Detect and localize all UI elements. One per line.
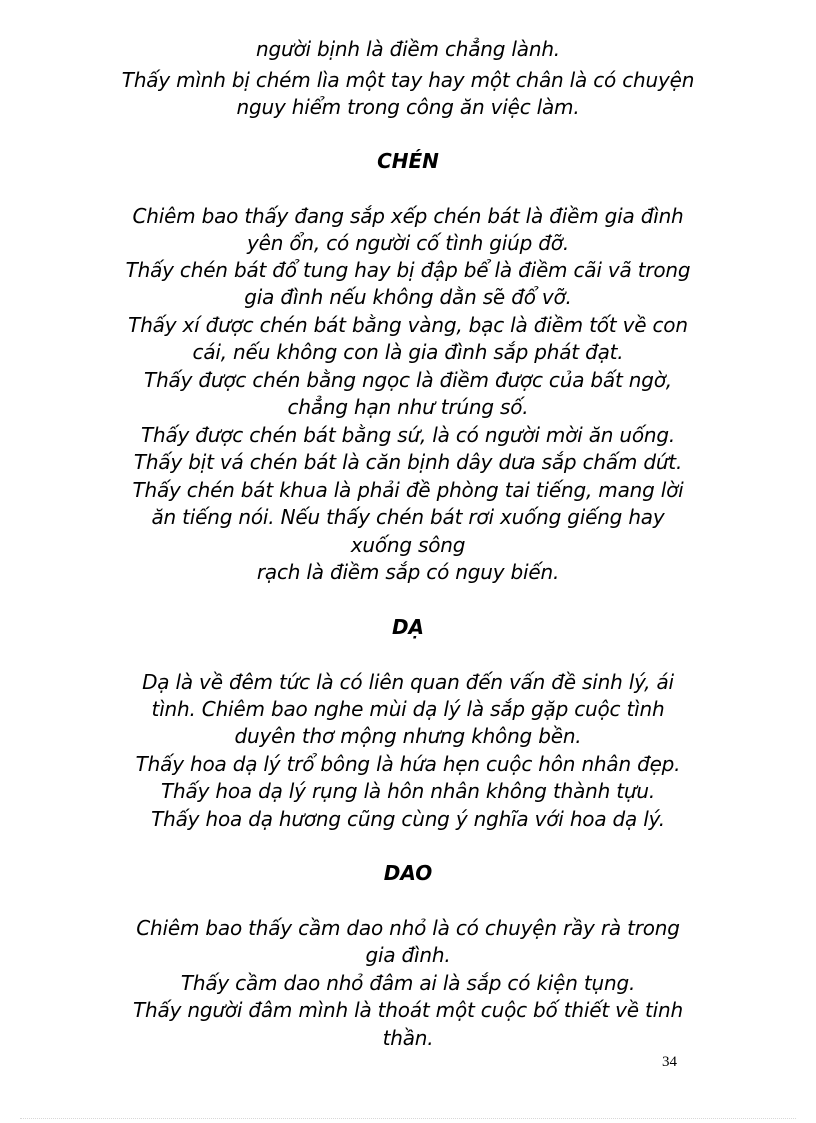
text-line: Thấy hoa dạ lý trổ bông là hứa hẹn cuộc hôn nhân đẹp. [135,752,681,776]
text-line: Dạ là về đêm tức là có liên quan đến vấn đề sinh lý, ái [142,670,674,694]
text-line: thần. [382,1026,434,1050]
text-line: Thấy mình bị chém lìa một tay hay một chân là có chuyện [121,68,695,92]
text-line: người bịnh là điềm chẳng lành. [256,37,560,61]
text-line: Thấy người đâm mình là thoát một cuộc bố thiết về tinh [133,998,683,1022]
text-line: xuống sông [350,533,466,557]
text-line: gia đình nếu không dằn sẽ đổ vỡ. [244,285,572,309]
text-line: Thấy chén bát đổ tung hay bị đập bể là điềm cãi vã trong [125,258,691,282]
text-line: duyên thơ mộng nhưng không bền. [234,724,582,748]
page-bottom-divider [20,1118,796,1119]
text-line: Thấy chén bát khua là phải đề phòng tai tiếng, mang lời [132,478,684,502]
text-line: chẳng hạn như trúng số. [287,395,529,419]
text-line: Chiêm bao thấy đang sắp xếp chén bát là điềm gia đình [132,204,684,228]
text-line: rạch là điềm sắp có nguy biến. [256,560,560,584]
text-line: Thấy bịt vá chén bát là căn bịnh dây dưa sắp chấm dứt. [133,450,683,474]
section-heading-da: DẠ [391,615,425,639]
text-line: gia đình. [365,943,451,967]
text-line: Thấy hoa dạ lý rụng là hôn nhân không thành tựu. [161,779,655,803]
text-line: Thấy xí được chén bát bằng vàng, bạc là điềm tốt về con [128,313,688,337]
text-line: ăn tiếng nói. Nếu thấy chén bát rơi xuống giếng hay [151,505,665,529]
text-line: Thấy được chén bằng ngọc là điềm được của bất ngờ, [144,368,672,392]
text-line: Thấy cầm dao nhỏ đâm ai là sắp có kiện tụng. [180,971,636,995]
text-line: nguy hiểm trong công ăn việc làm. [236,95,580,119]
text-line: Thấy hoa dạ hương cũng cùng ý nghĩa với hoa dạ lý. [151,807,665,831]
text-line: cái, nếu không con là gia đình sắp phát đạt. [192,340,624,364]
text-line: yên ổn, có người cố tình giúp đỡ. [247,231,569,255]
section-heading-dao: DAO [383,861,433,885]
text-line: tình. Chiêm bao nghe mùi dạ lý là sắp gặp cuộc tình [151,697,665,721]
section-heading-chen: CHÉN [377,149,439,173]
text-line: Chiêm bao thấy cầm dao nhỏ là có chuyện rầy rà trong [136,916,680,940]
page-number: 34 [662,1054,677,1070]
text-line: Thấy được chén bát bằng sứ, là có người mời ăn uống. [140,423,676,447]
